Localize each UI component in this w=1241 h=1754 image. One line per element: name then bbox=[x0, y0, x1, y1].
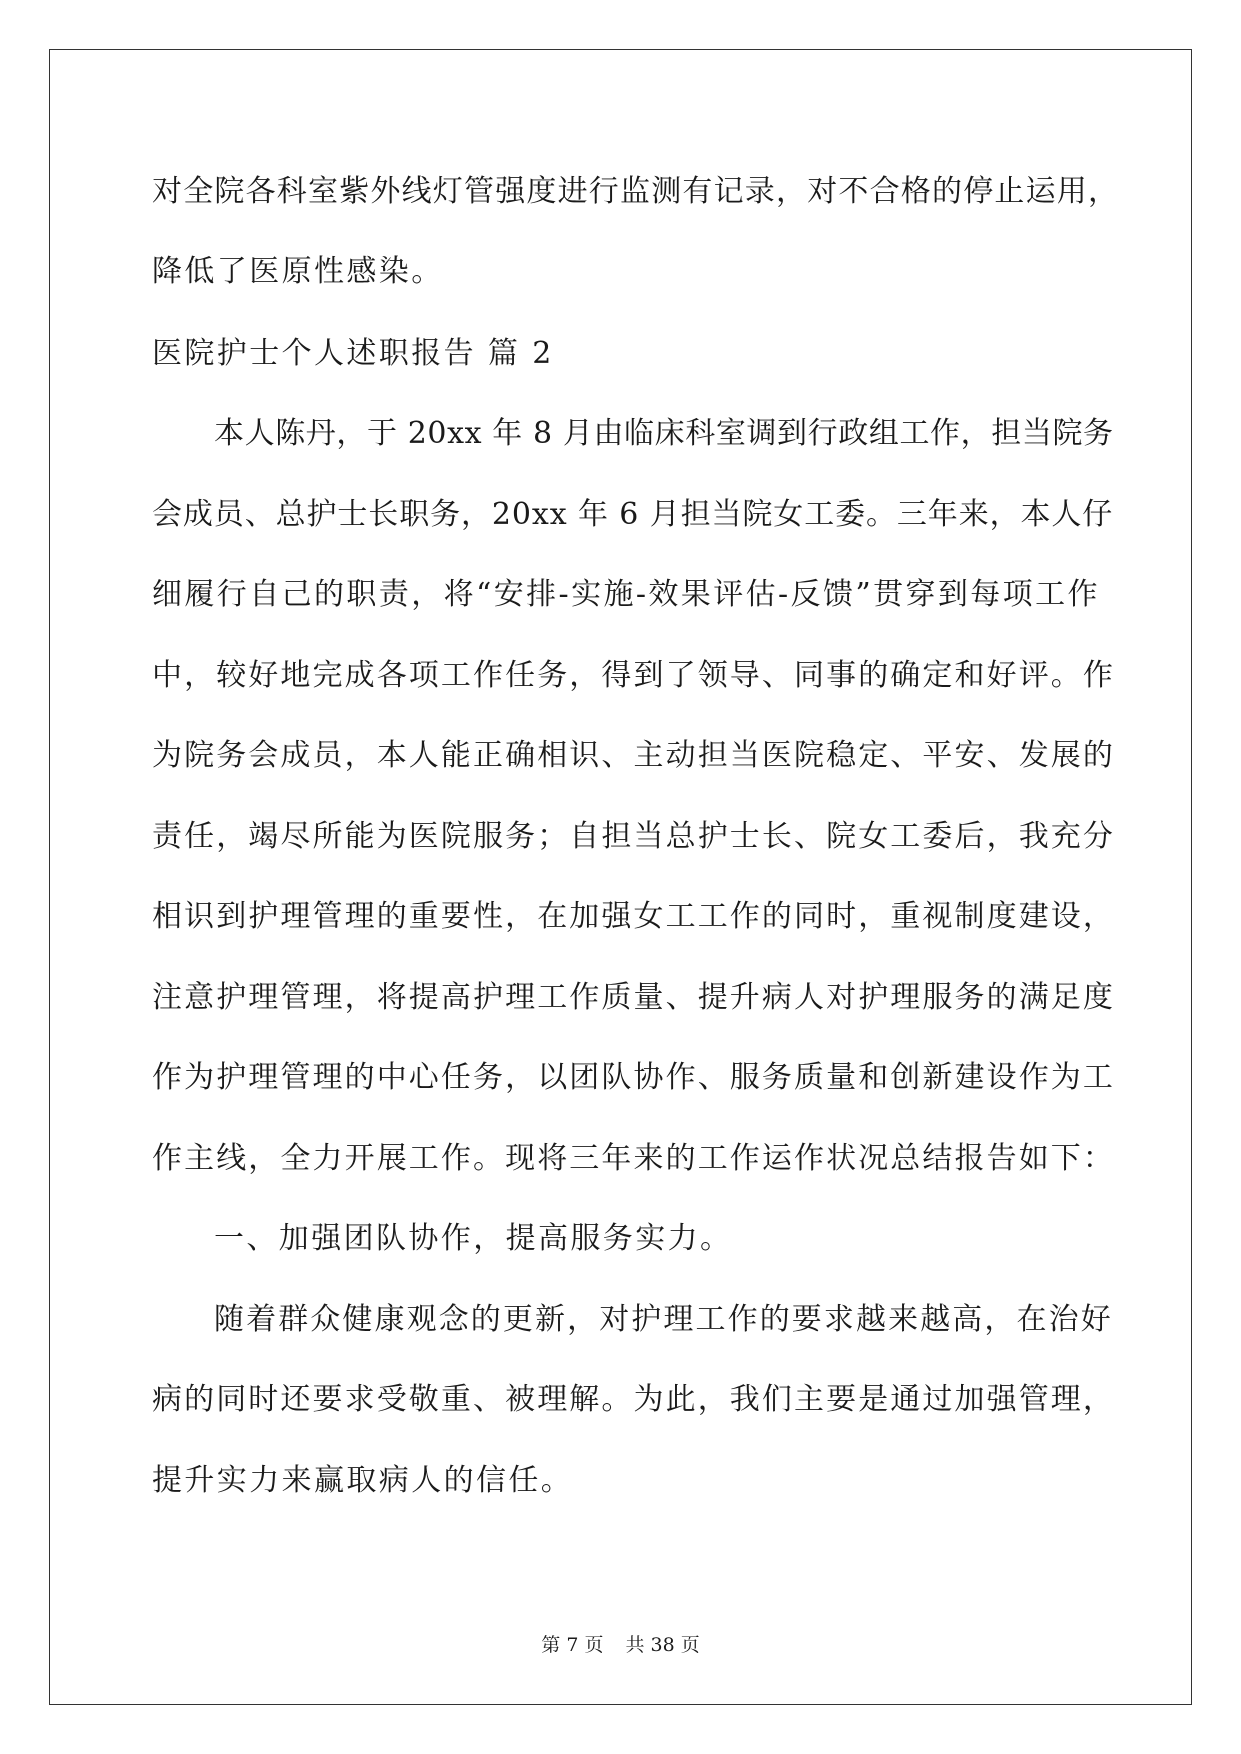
page-footer bbox=[0, 1633, 1241, 1657]
page-border bbox=[49, 49, 1192, 1705]
text-line-12: 作为护理管理的中心任务，以团队协作、服务质量和创新建设作为工 bbox=[152, 1060, 1115, 1095]
text-line-2: 降低了医原性感染。 bbox=[152, 254, 444, 289]
page-total: 共 38 页 bbox=[625, 1634, 700, 1656]
text-line-11: 注意护理管理，将提高护理工作质量、提升病人对护理服务的满足度 bbox=[152, 980, 1115, 1015]
text-line-4: 本人陈丹，于 20xx 年 8 月由临床科室调到行政组工作，担当院务 bbox=[214, 416, 1114, 451]
text-line-17: 提升实力来赢取病人的信任。 bbox=[152, 1463, 574, 1498]
page-number: 第 7 页 bbox=[541, 1634, 604, 1656]
text-line-7: 中，较好地完成各项工作任务，得到了领导、同事的确定和好评。作 bbox=[152, 658, 1115, 693]
text-line-6: 细履行自己的职责，将“安排-实施-效果评估-反馈”贯穿到每项工作 bbox=[152, 577, 1100, 612]
text-line-5: 会成员、总护士长职务，20xx 年 6 月担当院女工委。三年来，本人仔 bbox=[152, 497, 1114, 532]
text-line-1: 对全院各科室紫外线灯管强度进行监测有记录，对不合格的停止运用， bbox=[152, 174, 1120, 209]
subheading: 一、加强团队协作，提高服务实力。 bbox=[214, 1221, 733, 1256]
section-heading: 医院护士个人述职报告 篇 2 bbox=[152, 336, 554, 371]
text-line-16: 病的同时还要求受敬重、被理解。为此，我们主要是通过加强管理， bbox=[152, 1382, 1115, 1417]
text-line-9: 责任，竭尽所能为医院服务；自担当总护士长、院女工委后，我充分 bbox=[152, 819, 1115, 854]
text-line-10: 相识到护理管理的重要性，在加强女工工作的同时，重视制度建设， bbox=[152, 899, 1115, 934]
text-line-8: 为院务会成员，本人能正确相识、主动担当医院稳定、平安、发展的 bbox=[152, 738, 1115, 773]
text-line-13: 作主线，全力开展工作。现将三年来的工作运作状况总结报告如下： bbox=[152, 1141, 1115, 1176]
text-line-15: 随着群众健康观念的更新，对护理工作的要求越来越高，在治好 bbox=[214, 1302, 1113, 1337]
